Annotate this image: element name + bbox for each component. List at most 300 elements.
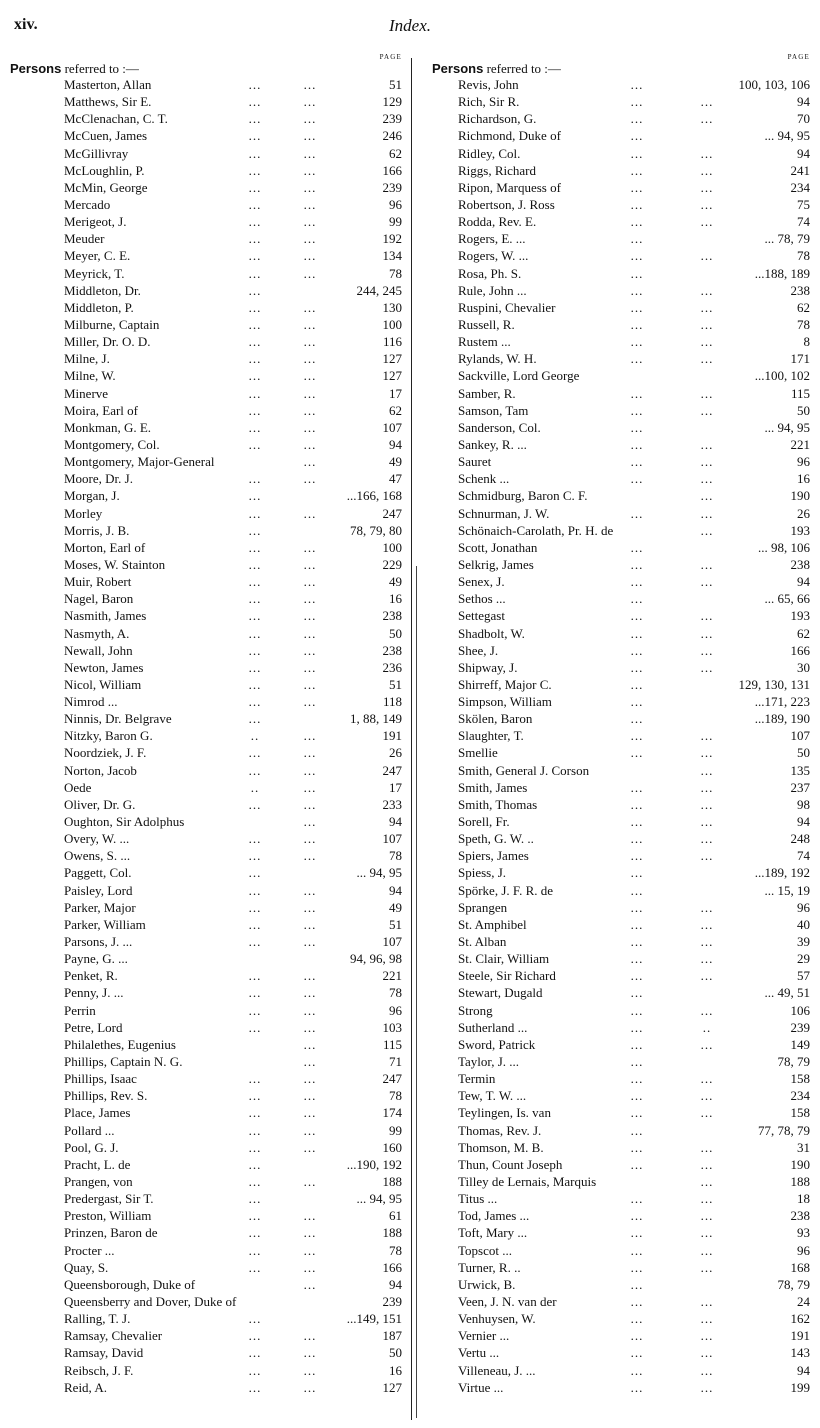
entry-page-ref: 246 [382, 128, 402, 144]
entry-name: Morton, Earl of [64, 539, 146, 555]
entry-leader-dots: ... [248, 488, 262, 504]
index-entry [432, 1259, 810, 1276]
entry-name: Middleton, P. [64, 299, 134, 315]
entry-leader-dots: ... [630, 1105, 644, 1121]
entry-leader-dots: ... [630, 831, 644, 847]
index-entry [10, 762, 402, 779]
index-entry [10, 676, 402, 693]
entry-name: McGillivray [64, 145, 129, 161]
entry-page-ref: 62 [797, 299, 810, 315]
index-entry [432, 864, 810, 881]
index-entry [10, 76, 402, 93]
entry-name: Reibsch, J. F. [64, 1362, 134, 1378]
entry-leader-dots: ... [700, 436, 714, 452]
entry-leader-dots: ... [303, 1019, 317, 1035]
entry-leader-dots: ... [248, 128, 262, 144]
index-entry [10, 779, 402, 796]
entry-name: Rich, Sir R. [458, 94, 520, 110]
index-entry [432, 145, 810, 162]
index-entry [432, 710, 810, 727]
entry-page-ref: 49 [389, 454, 402, 470]
entry-leader-dots: ... [303, 299, 317, 315]
entry-leader-dots: ... [248, 676, 262, 692]
entry-leader-dots: ... [700, 574, 714, 590]
entry-leader-dots: ... [630, 1122, 644, 1138]
entry-leader-dots: ... [630, 1293, 644, 1309]
entry-name: Ruspini, Chevalier [458, 299, 556, 315]
index-entry [432, 659, 810, 676]
entry-page-ref: 234 [790, 179, 810, 195]
entry-leader-dots: ... [303, 779, 317, 795]
entry-leader-dots: ... [248, 299, 262, 315]
index-entry [432, 1362, 810, 1379]
entry-page-ref: 248 [790, 831, 810, 847]
index-entry [432, 539, 810, 556]
entry-name: Nicol, William [64, 676, 142, 692]
index-entry [10, 607, 402, 624]
entry-leader-dots: ... [630, 934, 644, 950]
entry-name: Parker, William [64, 916, 146, 932]
index-entry [10, 727, 402, 744]
index-entry [432, 916, 810, 933]
entry-page-ref: 237 [790, 779, 810, 795]
entry-leader-dots: ... [700, 1328, 714, 1344]
entry-name: McClenachan, C. T. [64, 111, 168, 127]
index-entry [10, 984, 402, 1001]
entry-page-ref: 94 [389, 436, 402, 452]
entry-page-ref: 47 [389, 471, 402, 487]
entry-page-ref: ...189, 190 [754, 711, 810, 727]
entry-page-ref: ...190, 192 [346, 1156, 402, 1172]
entry-leader-dots: ... [303, 642, 317, 658]
entry-name: Miller, Dr. O. D. [64, 334, 151, 350]
index-entry [10, 693, 402, 710]
entry-name: Phillips, Rev. S. [64, 1088, 148, 1104]
entry-page-ref: ...100, 102 [754, 368, 810, 384]
entry-name: Nitzky, Baron G. [64, 728, 153, 744]
entry-name: Morley [64, 505, 103, 521]
index-entry [10, 882, 402, 899]
entry-leader-dots: ... [630, 1208, 644, 1224]
entry-leader-dots: ... [700, 1191, 714, 1207]
entry-leader-dots: ... [248, 985, 262, 1001]
entry-name: Moses, W. Stainton [64, 556, 166, 572]
index-entry [432, 625, 810, 642]
entry-leader-dots: ... [303, 471, 317, 487]
entry-leader-dots: ... [700, 556, 714, 572]
index-entry [432, 882, 810, 899]
entry-leader-dots: ... [248, 539, 262, 555]
entry-page-ref: 94 [389, 882, 402, 898]
entry-name: Teylingen, Is. van [458, 1105, 551, 1121]
entry-name: Ridley, Col. [458, 145, 521, 161]
entry-leader-dots: ... [700, 248, 714, 264]
entry-page-ref: 51 [389, 916, 402, 932]
entry-name: Queensberry and Dover, Duke of [64, 1293, 237, 1309]
entry-name: Middleton, Dr. [64, 282, 141, 298]
entry-name: Rogers, W. ... [458, 248, 529, 264]
entry-page-ref: 78 [797, 316, 810, 332]
entry-leader-dots: ... [303, 505, 317, 521]
entry-page-ref: 103 [382, 1019, 402, 1035]
index-entry [10, 950, 402, 967]
index-entry [10, 453, 402, 470]
index-entry [432, 1087, 810, 1104]
entry-name: St. Amphibel [458, 916, 527, 932]
entry-name: Overy, W. ... [64, 831, 130, 847]
index-entry [10, 659, 402, 676]
entry-page-ref: 107 [382, 419, 402, 435]
entry-name: Ramsay, Chevalier [64, 1328, 163, 1344]
index-entry [10, 1156, 402, 1173]
entry-page-ref: 26 [389, 745, 402, 761]
entry-page-ref: 135 [790, 762, 810, 778]
entry-page-ref: 71 [389, 1054, 402, 1070]
entry-leader-dots: ... [630, 1328, 644, 1344]
entry-leader-dots: ... [630, 1225, 644, 1241]
index-entry [432, 265, 810, 282]
index-entry [10, 710, 402, 727]
entry-name: Strong [458, 1002, 493, 1018]
index-entry [432, 436, 810, 453]
entry-name: Matthews, Sir E. [64, 94, 152, 110]
entry-leader-dots: ... [700, 179, 714, 195]
index-entry [432, 1019, 810, 1036]
entry-leader-dots: ... [630, 711, 644, 727]
entry-leader-dots: ... [248, 831, 262, 847]
entry-leader-dots: ... [248, 556, 262, 572]
entry-name: Shadbolt, W. [458, 625, 525, 641]
entry-leader-dots: ... [700, 334, 714, 350]
entry-page-ref: 238 [790, 556, 810, 572]
entry-leader-dots: ... [700, 351, 714, 367]
entry-name: Sackville, Lord George [458, 368, 580, 384]
index-entry [432, 230, 810, 247]
entry-leader-dots: ... [700, 934, 714, 950]
entry-page-ref: 94 [797, 814, 810, 830]
entry-leader-dots: ... [248, 762, 262, 778]
entry-page-ref: 74 [797, 214, 810, 230]
index-entry [432, 642, 810, 659]
entry-leader-dots: ... [303, 1002, 317, 1018]
index-entry [10, 1224, 402, 1241]
entry-leader-dots: ... [303, 248, 317, 264]
entry-name: Schenk ... [458, 471, 510, 487]
entry-leader-dots: ... [248, 1311, 262, 1327]
entry-leader-dots: ... [700, 642, 714, 658]
index-entry [10, 1242, 402, 1259]
entry-name: Sanderson, Col. [458, 419, 541, 435]
index-entry [10, 316, 402, 333]
index-entry [432, 127, 810, 144]
index-entry [432, 1173, 810, 1190]
page-title: Index. [388, 16, 431, 35]
entry-leader-dots: ... [630, 471, 644, 487]
index-entry [432, 76, 810, 93]
entry-leader-dots: ... [700, 796, 714, 812]
entry-leader-dots: ... [700, 745, 714, 761]
index-entry [10, 796, 402, 813]
entry-page-ref: 8 [803, 334, 810, 350]
entry-leader-dots: ... [303, 882, 317, 898]
entry-leader-dots: ... [630, 1242, 644, 1258]
entry-name: Newall, John [64, 642, 133, 658]
entry-page-ref: 193 [790, 522, 810, 538]
entry-leader-dots: ... [630, 1088, 644, 1104]
right-column [432, 52, 810, 1396]
entry-leader-dots: ... [630, 1276, 644, 1292]
index-entry [432, 247, 810, 264]
index-entry [10, 1310, 402, 1327]
entry-name: Meyrick, T. [64, 265, 125, 281]
index-entry [432, 1053, 810, 1070]
entry-leader-dots: ... [630, 265, 644, 281]
entry-leader-dots: ... [303, 1105, 317, 1121]
entry-leader-dots: ... [248, 659, 262, 675]
entry-page-ref: 239 [790, 1019, 810, 1035]
index-entry [10, 556, 402, 573]
index-entry [10, 1190, 402, 1207]
entry-page-ref: 221 [382, 968, 402, 984]
entry-leader-dots: ... [630, 539, 644, 555]
entry-name: Speth, G. W. .. [458, 831, 534, 847]
entry-name: Turner, R. .. [458, 1259, 521, 1275]
entry-page-ref: 40 [797, 916, 810, 932]
entry-leader-dots: ... [630, 1156, 644, 1172]
index-entry [432, 813, 810, 830]
entry-leader-dots: ... [630, 248, 644, 264]
entry-leader-dots: ... [248, 196, 262, 212]
entry-page-ref: 190 [790, 1156, 810, 1172]
index-entry [10, 1259, 402, 1276]
entry-page-ref: 70 [797, 111, 810, 127]
index-entry [10, 145, 402, 162]
index-entry [10, 864, 402, 881]
entry-page-ref: 51 [389, 77, 402, 92]
entry-page-ref: 115 [790, 385, 810, 401]
index-entry [10, 847, 402, 864]
entry-leader-dots: ... [248, 1139, 262, 1155]
entry-leader-dots: ... [630, 128, 644, 144]
entry-leader-dots: ... [303, 574, 317, 590]
index-entry [432, 1293, 810, 1310]
index-entry [10, 1362, 402, 1379]
entry-leader-dots: ... [630, 659, 644, 675]
entry-name: Nimrod ... [64, 694, 118, 710]
entry-leader-dots: ... [303, 111, 317, 127]
entry-leader-dots: ... [303, 94, 317, 110]
entry-leader-dots: ... [248, 1259, 262, 1275]
entry-leader-dots: ... [248, 1225, 262, 1241]
index-entry [432, 950, 810, 967]
entry-page-ref: 158 [790, 1105, 810, 1121]
entry-page-ref: 149 [790, 1036, 810, 1052]
index-entry [432, 385, 810, 402]
entry-name: Sethos ... [458, 591, 506, 607]
entry-name: Taylor, J. ... [458, 1054, 520, 1070]
entry-page-ref: 247 [382, 505, 402, 521]
entry-page-ref: 94 [389, 814, 402, 830]
entry-leader-dots: ... [248, 916, 262, 932]
entry-leader-dots: ... [630, 848, 644, 864]
entry-name: Moira, Earl of [64, 402, 139, 418]
index-entry [432, 419, 810, 436]
index-entry [10, 1344, 402, 1361]
entry-name: Samber, R. [458, 385, 516, 401]
entry-name: Pool, G. J. [64, 1139, 119, 1155]
entry-name: Shipway, J. [458, 659, 518, 675]
entry-page-ref: 26 [797, 505, 810, 521]
entry-name: Smith, General J. Corson [458, 762, 590, 778]
entry-leader-dots: ... [700, 916, 714, 932]
entry-leader-dots: ... [248, 694, 262, 710]
entry-page-ref: ...189, 192 [754, 865, 810, 881]
entry-leader-dots: ... [630, 814, 644, 830]
entry-name: Sankey, R. ... [458, 436, 527, 452]
entry-name: Pracht, L. de [64, 1156, 131, 1172]
entry-leader-dots: ... [248, 1174, 262, 1189]
entry-page-ref: 61 [389, 1208, 402, 1224]
entry-page-ref: 166 [790, 642, 810, 658]
entry-leader-dots: ... [248, 865, 262, 881]
entry-name: Toft, Mary ... [458, 1225, 528, 1241]
entry-page-ref: 78 [389, 1088, 402, 1104]
entry-leader-dots: ... [700, 1036, 714, 1052]
entry-name: McCuen, James [64, 128, 148, 144]
entry-leader-dots: ... [303, 265, 317, 281]
entry-leader-dots: ... [630, 111, 644, 127]
entry-leader-dots: ... [303, 762, 317, 778]
entry-leader-dots: ... [248, 608, 262, 624]
entry-leader-dots: ... [248, 265, 262, 281]
entry-page-ref: 16 [797, 471, 810, 487]
entry-leader-dots: ... [630, 916, 644, 932]
entry-leader-dots: ... [248, 179, 262, 195]
entry-leader-dots: ... [700, 488, 714, 504]
index-entry [432, 847, 810, 864]
entry-leader-dots: ... [303, 625, 317, 641]
entry-name: Vernier ... [458, 1328, 510, 1344]
entry-leader-dots: ... [248, 1019, 262, 1035]
entry-leader-dots: ... [630, 196, 644, 212]
entry-name: Riggs, Richard [458, 162, 536, 178]
entry-name: Simpson, William [458, 694, 552, 710]
entry-leader-dots: ... [303, 1122, 317, 1138]
entry-leader-dots: ... [303, 351, 317, 367]
entry-name: Milburne, Captain [64, 316, 160, 332]
entry-name: Spiess, J. [458, 865, 507, 881]
entry-leader-dots: ... [700, 848, 714, 864]
index-entry [432, 487, 810, 504]
entry-leader-dots: ... [700, 214, 714, 230]
entry-leader-dots: .. [250, 728, 260, 744]
index-entry [432, 1104, 810, 1121]
entry-name: Meuder [64, 231, 105, 247]
entry-leader-dots: ... [248, 368, 262, 384]
entry-leader-dots: ... [248, 796, 262, 812]
entry-leader-dots: ... [700, 299, 714, 315]
entry-name: Paggett, Col. [64, 865, 132, 881]
entry-name: Sutherland ... [458, 1019, 528, 1035]
entry-page-ref: 115 [382, 1036, 402, 1052]
index-entry [10, 744, 402, 761]
entry-leader-dots: ... [630, 299, 644, 315]
entry-leader-dots: ... [700, 471, 714, 487]
entry-leader-dots: ... [700, 814, 714, 830]
entry-leader-dots: ... [248, 1345, 262, 1361]
section-heading-rest: referred to :— [483, 61, 561, 76]
entry-name: Quay, S. [64, 1259, 109, 1275]
entry-page-ref: 94 [797, 145, 810, 161]
entry-page-ref: 16 [389, 1362, 402, 1378]
entry-leader-dots: ... [630, 796, 644, 812]
entry-leader-dots: ... [630, 574, 644, 590]
entry-page-ref: 94, 96, 98 [350, 951, 402, 967]
index-entry [432, 316, 810, 333]
index-entry [432, 110, 810, 127]
entry-page-ref: 100 [382, 316, 402, 332]
index-entry [432, 1036, 810, 1053]
entry-page-ref: 24 [797, 1293, 810, 1309]
index-entry [432, 556, 810, 573]
entry-leader-dots: ... [303, 899, 317, 915]
index-entry [432, 1122, 810, 1139]
entry-name: St. Clair, William [458, 951, 550, 967]
entry-name: Ramsay, David [64, 1345, 144, 1361]
entry-name: Rylands, W. H. [458, 351, 537, 367]
index-entry [432, 967, 810, 984]
entry-leader-dots: ... [303, 796, 317, 812]
entry-page-ref: 96 [797, 454, 810, 470]
index-entry [10, 299, 402, 316]
entry-leader-dots: ... [700, 831, 714, 847]
entry-leader-dots: ... [303, 162, 317, 178]
entry-leader-dots: ... [248, 522, 262, 538]
entry-leader-dots: ... [630, 282, 644, 298]
entry-name: Sword, Patrick [458, 1036, 536, 1052]
entry-name: Morgan, J. [64, 488, 120, 504]
index-entry [10, 436, 402, 453]
index-entry [10, 333, 402, 350]
index-entry [10, 1070, 402, 1087]
index-entry [10, 367, 402, 384]
entry-name: Virtue ... [458, 1379, 504, 1395]
entry-leader-dots: ... [630, 351, 644, 367]
index-entry [10, 1276, 402, 1293]
index-entry [10, 573, 402, 590]
index-entry [10, 265, 402, 282]
index-entry [10, 487, 402, 504]
entry-name: Muir, Robert [64, 574, 132, 590]
entry-leader-dots: ... [700, 162, 714, 178]
entry-name: Tew, T. W. ... [458, 1088, 527, 1104]
entry-page-ref: 78, 79 [777, 1276, 810, 1292]
entry-leader-dots: ... [630, 728, 644, 744]
entry-name: Thomson, M. B. [458, 1139, 544, 1155]
entry-page-ref: 171 [790, 351, 810, 367]
entry-leader-dots: ... [248, 899, 262, 915]
entry-name: McLoughlin, P. [64, 162, 145, 178]
entry-name: Norton, Jacob [64, 762, 137, 778]
entry-leader-dots: ... [303, 77, 317, 92]
entry-name: Penket, R. [64, 968, 118, 984]
index-entry [432, 796, 810, 813]
entry-page-ref: 94 [797, 1362, 810, 1378]
entry-name: Oughton, Sir Adolphus [64, 814, 185, 830]
entry-page-ref: 190 [790, 488, 810, 504]
index-entry [10, 933, 402, 950]
entry-leader-dots: ... [303, 1276, 317, 1292]
